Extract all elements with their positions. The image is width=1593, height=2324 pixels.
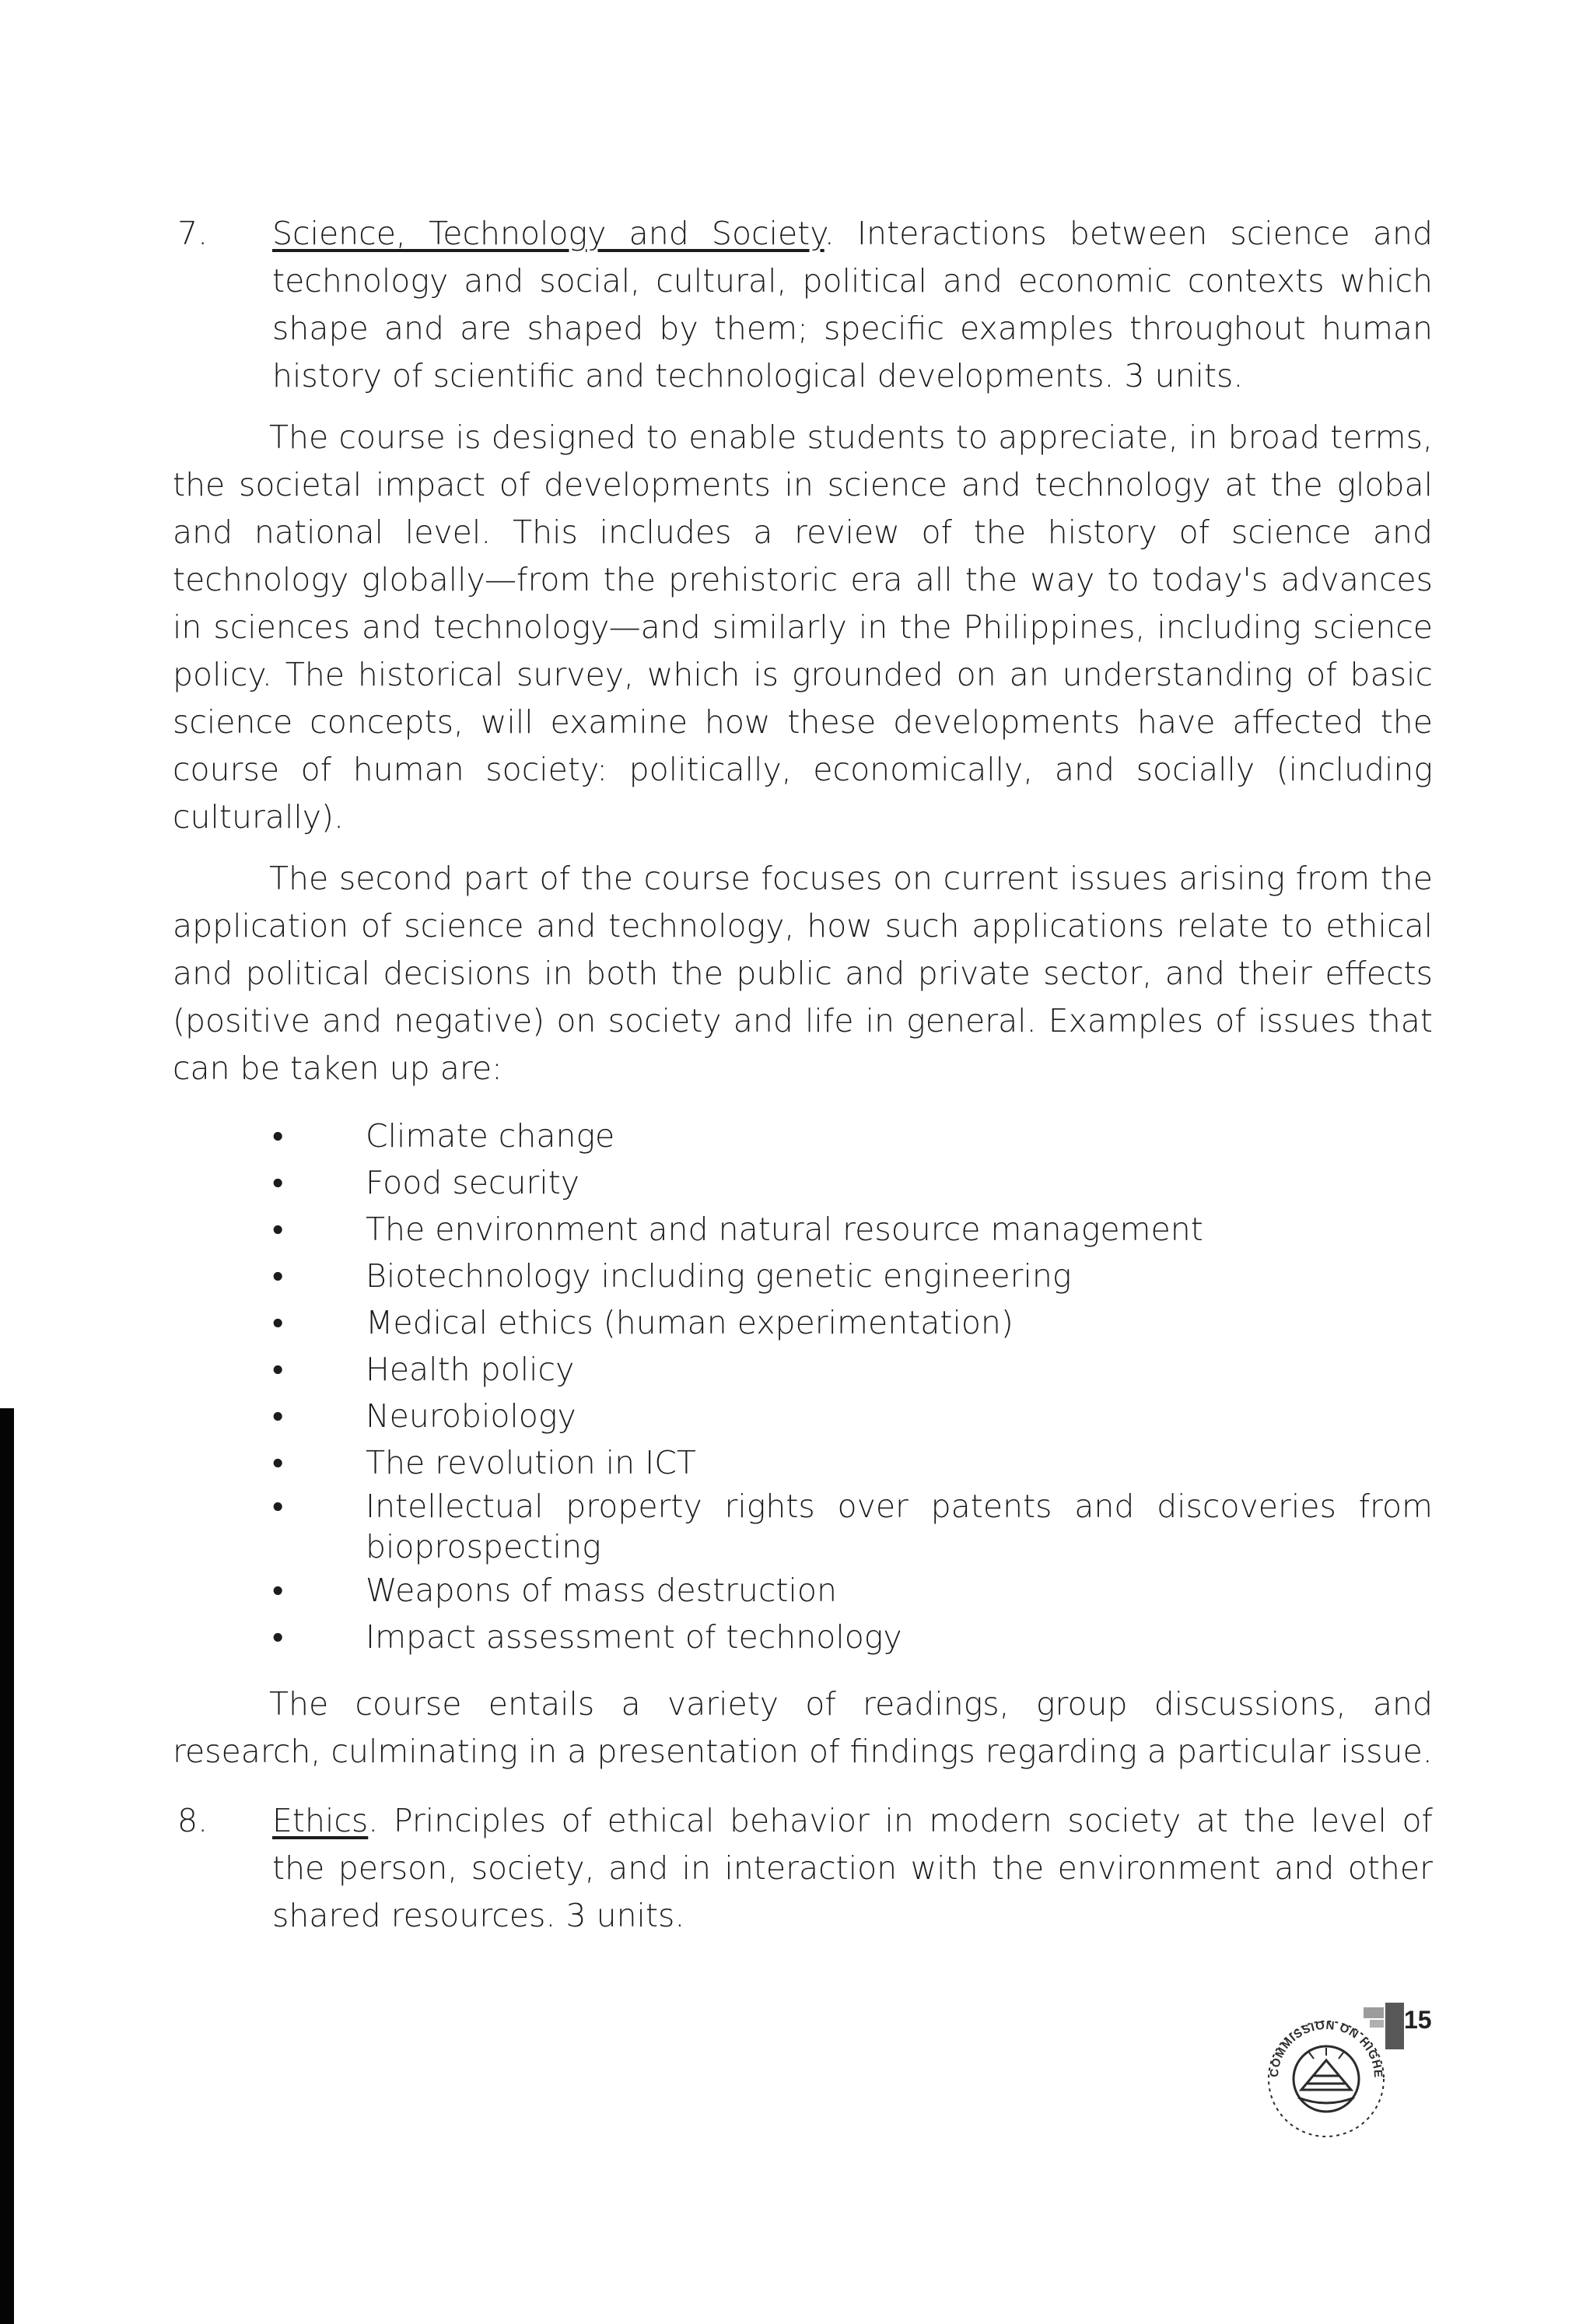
paragraph-second-part: The second part of the course focuses on current issues arising from the application of science and technology, how such applications relate to ethical and political decisions in both the public and private sector, and their effects (positive and negative) on society and life in general. Examples of issues that can be taken up are: <box>173 860 1433 1087</box>
course-item-ethics <box>173 1797 1433 1940</box>
document-body <box>173 210 1433 1940</box>
paragraph-course-entails: The course entails a variety of readings, group discussions, and research, culminating in a presentation of findings regarding a particular issue. <box>173 1685 1433 1770</box>
item-number: 7. <box>177 215 208 252</box>
list-item: • Intellectual property rights over patents and discoveries from bioprospecting <box>173 1486 1433 1567</box>
course-description: . Principles of ethical behavior in modern society at the level of the person, society, and in interaction with the environment and other shared resources. 3 units. <box>272 1802 1433 1934</box>
paragraph-course-design: The course is designed to enable students to appreciate, in broad terms, the societal impact of developments in science and technology at the global and national level. This includes a review of the history of science and technology globally—from the prehistoric era all the way to today's advances in sciences and technology—and similarly in the Philippines, including science policy. The historical survey, which is grounded on an understanding of basic science concepts, will examine how these developments have affected the course of human society: politically, economically, and socially (including culturally). <box>173 419 1433 836</box>
course-item-sts <box>173 210 1433 400</box>
course-title: Ethics <box>272 1802 369 1839</box>
list-item: • The environment and natural resource management <box>173 1206 1433 1253</box>
page-number: 15 <box>1404 2006 1432 2034</box>
list-item: • Health policy <box>173 1346 1433 1393</box>
scan-edge-shadow <box>0 1408 14 2324</box>
course-description: . Interactions between science and technology and social, cultural, political and economic contexts which shape and are shaped by them; specific examples throughout human history of scientific and technological developments. 3 units. <box>272 215 1433 394</box>
list-item: • Climate change <box>173 1113 1433 1159</box>
svg-text:COMMISSION ON HIGHER EDUCATION <box>1233 1992 1385 2079</box>
list-item: • Medical ethics (human experimentation) <box>173 1299 1433 1346</box>
issues-list <box>173 1113 1433 1660</box>
list-item: • Neurobiology <box>173 1393 1433 1439</box>
item-body <box>272 1797 1433 1940</box>
course-title: Science, Technology and Society <box>272 215 825 252</box>
list-item: • Weapons of mass destruction <box>173 1567 1433 1614</box>
list-item: • The revolution in ICT <box>173 1439 1433 1486</box>
list-item: • Biotechnology including genetic engineering <box>173 1253 1433 1299</box>
seal-text: COMMISSION ON HIGHE <box>1267 2018 1385 2079</box>
list-item: • Food security <box>173 1159 1433 1206</box>
item-number: 8. <box>177 1802 208 1839</box>
list-item: • Impact assessment of technology <box>173 1614 1433 1660</box>
item-body <box>272 210 1433 400</box>
